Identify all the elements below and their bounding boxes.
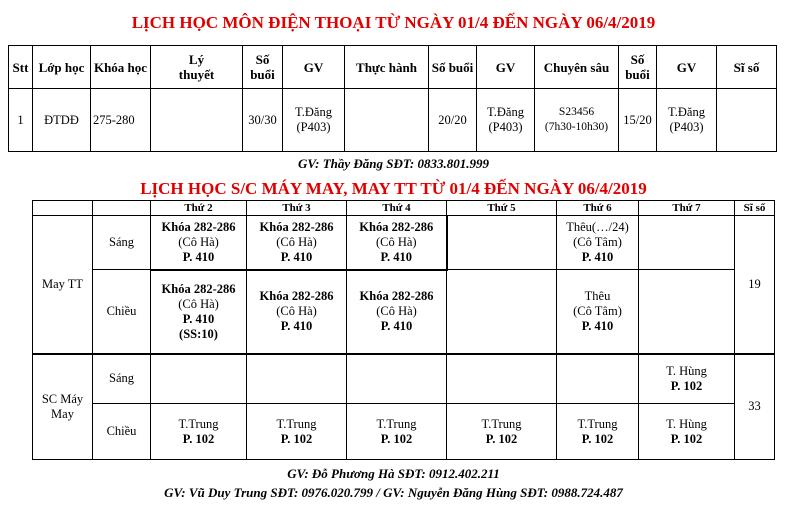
teacher-name: T.Đăng: [295, 105, 332, 119]
course-name: Khóa 282-286: [359, 289, 434, 303]
advanced-code: S23456: [558, 106, 595, 118]
group-name: May TT: [33, 216, 93, 354]
cell-teacher: [283, 89, 345, 152]
cell-course: 275-280: [91, 89, 151, 152]
cell-sessions: 30/30: [243, 89, 283, 152]
course-name: Thêu: [584, 288, 611, 303]
schedule-cell: [151, 354, 247, 404]
header-class: Lớp học: [33, 46, 91, 89]
teacher-name: (Cô Hà): [178, 234, 219, 249]
class-size: 19: [735, 216, 775, 354]
schedule-cell: [447, 354, 557, 404]
schedule-cell: [639, 270, 735, 354]
schedule-cell: [151, 404, 247, 460]
advanced-time: (7h30-10h30): [544, 121, 609, 133]
room: P. 410: [280, 249, 313, 264]
cell-sessions: 20/20: [429, 89, 477, 152]
schedule-cell: [347, 404, 447, 460]
table-row: [33, 404, 775, 460]
teacher-name: (Cô Tâm): [573, 235, 622, 249]
cell-class-size: [717, 89, 777, 152]
schedule-cell: [447, 216, 557, 270]
teacher-name: T.Đăng: [668, 105, 705, 119]
session-label: Sáng: [93, 216, 151, 270]
schedule-title-sewing: LỊCH HỌC S/C MÁY MAY, MAY TT TỪ 01/4 ĐẾN NGÀY 06/4/2019: [140, 179, 647, 198]
schedule-title-phone: LỊCH HỌC MÔN ĐIỆN THOẠI TỪ NGÀY 01/4 ĐẾN NGÀY 06/4/2019: [131, 13, 656, 32]
class-size-note: (SS:10): [179, 326, 218, 341]
course-name: Khóa 282-286: [161, 281, 236, 296]
room: P. 102: [485, 431, 518, 446]
room: P. 102: [670, 378, 703, 393]
teacher-contact: GV: Đỗ Phương Hà SĐT: 0912.402.211: [287, 466, 500, 481]
schedule-cell: [247, 270, 347, 354]
group-name: SC Máy May: [33, 354, 93, 460]
room: P. 410: [280, 319, 313, 333]
course-name: Khóa 282-286: [161, 219, 236, 234]
teacher-name: (Cô Hà): [178, 296, 219, 311]
header-stt: Stt: [9, 46, 33, 89]
room: P. 102: [670, 431, 703, 446]
header-theory: Lý thuyết: [151, 46, 243, 89]
header-group: [33, 201, 93, 216]
session-label: Chiều: [93, 404, 151, 460]
session-label: Sáng: [93, 354, 151, 404]
schedule-cell: [639, 404, 735, 460]
teacher-contact: GV: Vũ Duy Trung SĐT: 0976.020.799 / GV: Nguyễn Đăng Hùng SĐT: 0988.724.487: [164, 485, 623, 500]
session-label: Chiều: [93, 270, 151, 354]
schedule-cell: [447, 270, 557, 354]
room: P. 410: [182, 311, 215, 326]
schedule-cell: [247, 216, 347, 270]
phone-schedule-table: [8, 45, 777, 152]
schedule-cell: [347, 270, 447, 354]
schedule-cell: [347, 354, 447, 404]
teacher-name: T.Trung: [276, 416, 317, 431]
schedule-cell: [557, 404, 639, 460]
room: P. 410: [380, 319, 413, 333]
header-monday: Thứ 2: [151, 201, 247, 216]
cell-sessions: 15/20: [619, 89, 657, 152]
class-size: 33: [735, 354, 775, 460]
teacher-name: (Cô Hà): [376, 304, 417, 318]
cell-class: ĐTDĐ: [33, 89, 91, 152]
header-practice: Thực hành: [345, 46, 429, 89]
cell-advanced: [535, 89, 619, 152]
room: P. 102: [280, 431, 313, 446]
room: P. 410: [182, 249, 215, 264]
header-wednesday: Thứ 4: [347, 201, 447, 216]
teacher-name: T.Trung: [178, 416, 219, 431]
teacher-name: (Cô Hà): [276, 234, 317, 249]
header-friday: Thứ 6: [557, 201, 639, 216]
header-teacher: GV: [477, 46, 535, 89]
header-thursday: Thứ 5: [447, 201, 557, 216]
table-header-row: [33, 201, 775, 216]
teacher-name: (Cô Tâm): [573, 303, 622, 318]
teacher-contact: GV: Thầy Đăng SĐT: 0833.801.999: [298, 156, 489, 171]
schedule-cell: [639, 216, 735, 270]
header-saturday: Thứ 7: [639, 201, 735, 216]
room: P. 410: [581, 250, 614, 264]
schedule-cell: [557, 354, 639, 404]
header-course: Khóa học: [91, 46, 151, 89]
course-name: Khóa 282-286: [259, 289, 334, 303]
cell-teacher: [657, 89, 717, 152]
teacher-name: (Cô Hà): [276, 304, 317, 318]
sewing-schedule-table: [32, 200, 775, 460]
teacher-name: T.Trung: [481, 416, 522, 431]
schedule-cell: [247, 354, 347, 404]
table-row: [33, 270, 775, 354]
header-sessions: Số buổi: [243, 46, 283, 89]
room: P. 102: [182, 431, 215, 446]
cell-stt: 1: [9, 89, 33, 152]
header-advanced: Chuyên sâu: [535, 46, 619, 89]
header-class-size: Sĩ số: [735, 201, 775, 216]
header-class-size: Sĩ số: [717, 46, 777, 89]
header-teacher: GV: [283, 46, 345, 89]
table-row: [33, 216, 775, 270]
teacher-name: T.Trung: [376, 416, 417, 431]
table-header-row: [9, 46, 777, 89]
header-sessions: Số buổi: [429, 46, 477, 89]
cell-practice: [345, 89, 429, 152]
course-name: Khóa 282-286: [259, 219, 334, 234]
header-teacher: GV: [657, 46, 717, 89]
schedule-cell: [151, 270, 247, 354]
header-tuesday: Thứ 3: [247, 201, 347, 216]
table-row: [33, 354, 775, 404]
teacher-room: (P403): [488, 120, 523, 134]
schedule-cell: [557, 270, 639, 354]
schedule-cell: [639, 354, 735, 404]
room: P. 410: [380, 249, 412, 264]
schedule-cell: [151, 216, 247, 270]
schedule-cell: [447, 404, 557, 460]
cell-theory: [151, 89, 243, 152]
cell-teacher: [477, 89, 535, 152]
teacher-name: T.Đăng: [487, 105, 524, 119]
teacher-room: (P403): [669, 120, 704, 134]
course-name: Khóa 282-286: [359, 219, 434, 234]
table-row: [9, 89, 777, 152]
schedule-cell: [347, 216, 447, 270]
header-sessions: Số buổi: [619, 46, 657, 89]
room: P. 410: [581, 318, 614, 333]
schedule-cell: [247, 404, 347, 460]
room: P. 102: [380, 431, 413, 446]
course-name: Thêu(…/24): [566, 220, 629, 234]
teacher-name: T.Trung: [577, 416, 618, 431]
teacher-room: (P403): [296, 120, 331, 134]
schedule-cell: [557, 216, 639, 270]
header-session: [93, 201, 151, 216]
teacher-name: (Cô Hà): [375, 234, 417, 249]
teacher-name: T. Hùng: [666, 416, 707, 431]
room: P. 102: [581, 431, 614, 446]
teacher-name: T. Hùng: [666, 363, 707, 378]
